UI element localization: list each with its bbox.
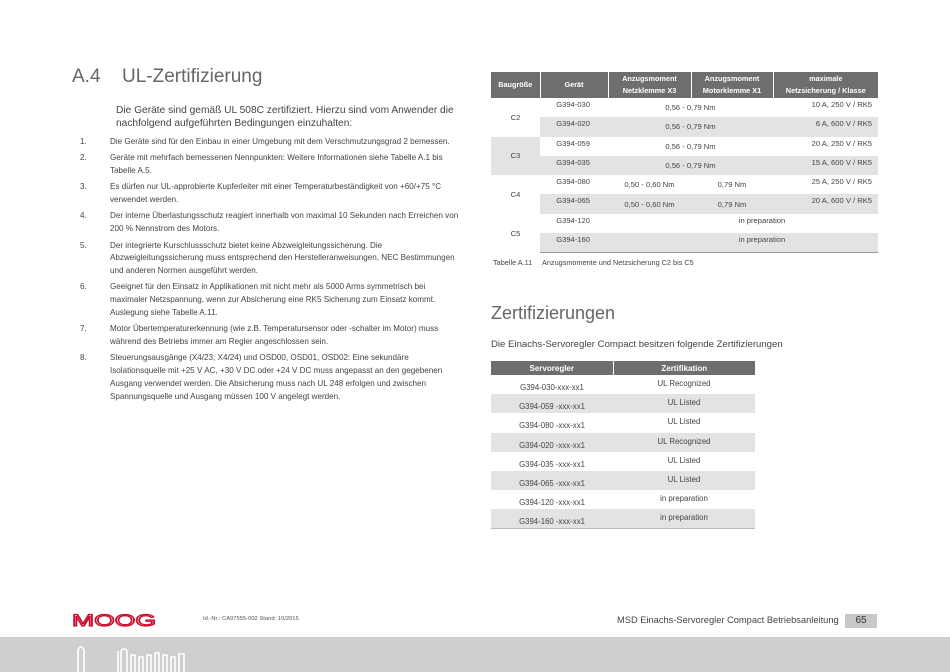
header-certification: Zertifikation [613, 361, 755, 375]
group-cell: C5 [491, 214, 540, 253]
certifications-intro: Die Einachs-Servoregler Compact besitzen folgende Zertifizierungen [491, 339, 783, 350]
table-row [491, 98, 878, 117]
device-cell: G394-160 [540, 233, 608, 252]
group-cell: C2 [491, 98, 540, 137]
torque-cell: 0,56 - 0,79 Nm [665, 103, 716, 113]
controller-cell: G394-160 -xxx-xx1 [491, 509, 613, 528]
list-item: 2. Geräte mit mehrfach bemessenen Nennpunkten: Weitere Informationen siehe Tabelle A.1 bis Tabelle A.5. [80, 153, 443, 176]
device-cell: G394-035 [540, 156, 608, 175]
controller-cell: G394-035 -xxx-xx1 [519, 459, 585, 469]
section-title: UL-Zertifizierung [122, 66, 263, 87]
cert-cell: UL Listed [613, 394, 755, 413]
table-row [491, 156, 878, 175]
fuse-cell: 25 A, 250 V / RK5 [811, 177, 872, 187]
list-item: 4. Der interne Überlastungsschutz reagiert innerhalb von maximal 10 Sekunden nach Erreichen von 200 % Nennstrom des Motors. [80, 211, 459, 234]
fuse-cell: 20 A, 250 V / RK5 [811, 138, 872, 148]
list-item: 3. Es dürfen nur UL-approbierte Kupferleiter mit einer Temperaturbeständigkeit von +60/+75 °C verwendet werden. [80, 182, 442, 205]
table-caption [493, 258, 694, 267]
table-row [491, 413, 755, 432]
header-torque-x1: Anzugsmoment Motorklemme X1 [691, 72, 773, 98]
status-cell: in preparation [608, 233, 878, 252]
torque-x3-cell: 0,50 - 0,60 Nm [624, 180, 675, 190]
list-item: 5. Der integrierte Kurschlussschutz bietet keine Abzweigleitungssicherung. Die Abzweigleitungssicherung muss entsprechend den Herstelleranweisungen, NEC Bestimmungen und anderen Normen ausgeführt werden. [80, 240, 455, 276]
header-torque-x3: Anzugsmoment Netzklemme X3 [608, 72, 691, 98]
svg-text:MOOG: MOOG [72, 612, 156, 628]
cert-cell: in preparation [660, 494, 708, 504]
device-cell: G394-059 [556, 138, 590, 148]
caption-label: Tabelle A.11 [493, 258, 533, 267]
device-cell: G394-080 [556, 177, 590, 187]
cert-cell: UL Recognized [657, 379, 711, 388]
section-intro: Die Geräte sind gemäß UL 508C zertifiziert. Hierzu sind vom Anwender die nachfolgend aufgeführten Bedingungen einzuhalten: [116, 105, 454, 129]
table-header-row [491, 72, 878, 98]
device-cell: G394-065 [540, 194, 608, 213]
cert-cell: UL Listed [667, 455, 701, 465]
list-item: 7. Motor Übertemperaturerkennung (wie z.B. Temperatursensor oder -schalter im Motor) muss während des Betriebs immer am Regler angeschlossen sein. [80, 324, 439, 347]
controller-cell: G394-020 -xxx-xx1 [491, 433, 613, 452]
section-number: A.4 [72, 66, 101, 87]
fuse-cell: 15 A, 600 V / RK5 [773, 156, 878, 175]
controller-cell: G394-065 -xxx-xx1 [491, 471, 613, 490]
table-row [491, 509, 755, 528]
header-device: Gerät [540, 72, 608, 98]
torque-cell: 0,56 - 0,79 Nm [608, 156, 773, 175]
table-row [491, 214, 878, 233]
conditions-list [80, 136, 462, 407]
torque-fuse-table [491, 72, 878, 253]
torque-x1-cell: 0,79 Nm [717, 180, 747, 190]
torque-x3-cell: 0,50 - 0,60 Nm [608, 194, 691, 213]
cert-cell: UL Listed [613, 471, 755, 490]
footer-bar [0, 637, 950, 672]
cert-cell: UL Recognized [613, 433, 755, 452]
cert-cell: in preparation [613, 509, 755, 528]
table-row [491, 490, 755, 509]
controller-cell: G394-120 -xxx-xx1 [519, 498, 585, 508]
header-fuse: maximale Netzsicherung / Klasse [773, 72, 878, 98]
torque-cell: 0,56 - 0,79 Nm [665, 141, 716, 151]
cert-cell: UL Listed [667, 417, 701, 427]
table-row [491, 452, 755, 471]
device-cell: G394-020 [540, 117, 608, 136]
section-heading [72, 66, 262, 88]
page-number: 65 [845, 614, 877, 628]
table-row [491, 233, 878, 252]
footer-decoration [0, 637, 200, 672]
list-item: 6. Geeignet für den Einsatz in Applikationen mit nicht mehr als 5000 Arms symmetrisch bei maximaler Netzspannung, wenn zur Absicherung eine RK5 Sicherung zum Einsatz kommt. Auslegung siehe Tabelle A.11. [80, 282, 436, 318]
moog-logo [72, 612, 156, 628]
controller-cell: G394-030-xxx-xx1 [520, 383, 584, 392]
group-cell: C3 [491, 137, 540, 176]
controller-cell: G394-059 -xxx-xx1 [491, 394, 613, 413]
table-row [491, 137, 878, 156]
list-item: 8. Steuerungsausgänge (X4/23; X4/24) und OSD00, OSD01, OSD02: Eine sekundäre Isolationsquelle mit +25 V AC, +30 V DC oder +24 V DC muss angepasst an den gegebenen Ausgang verwendet werden. Die Absicherung muss nach UL 248 erfolgen und zwischen Spannungsquelle und Ausgang müssen 100 V angelegt werden. [80, 353, 443, 401]
header-size: Baugröße [491, 72, 540, 98]
certifications-table [491, 361, 755, 529]
device-cell: G394-120 [556, 215, 590, 225]
table-row [491, 471, 755, 490]
status-cell: in preparation [738, 215, 786, 225]
torque-cell: 0,56 - 0,79 Nm [608, 117, 773, 136]
certifications-title: Zertifizierungen [491, 303, 616, 323]
manual-title: MSD Einachs-Servoregler Compact Betriebsanleitung [617, 615, 839, 625]
list-item: 1. Die Geräte sind für den Einbau in einer Umgebung mit dem Verschmutzungsgrad 2 bemessen. [80, 137, 450, 146]
table-row [491, 117, 878, 136]
group-cell: C4 [491, 175, 540, 214]
table-row [491, 394, 755, 413]
table-row [491, 433, 755, 452]
caption-text: Anzugsmomente und Netzsicherung C2 bis C5 [542, 258, 694, 267]
controller-cell: G394-080 -xxx-xx1 [519, 421, 585, 431]
fuse-cell: 20 A, 600 V / RK5 [773, 194, 878, 213]
table-row [491, 175, 878, 194]
table-header-row [491, 361, 755, 375]
fuse-cell: 10 A, 250 V / RK5 [811, 100, 872, 109]
torque-x1-cell: 0,79 Nm [691, 194, 773, 213]
header-controller: Servoregler [491, 361, 613, 375]
table-row [491, 375, 755, 394]
document-id: Id.-Nr.: CA97555-002 Stand: 10/2015 [203, 616, 299, 622]
fuse-cell: 6 A, 600 V / RK5 [773, 117, 878, 136]
device-cell: G394-030 [556, 100, 590, 109]
table-row [491, 194, 878, 213]
